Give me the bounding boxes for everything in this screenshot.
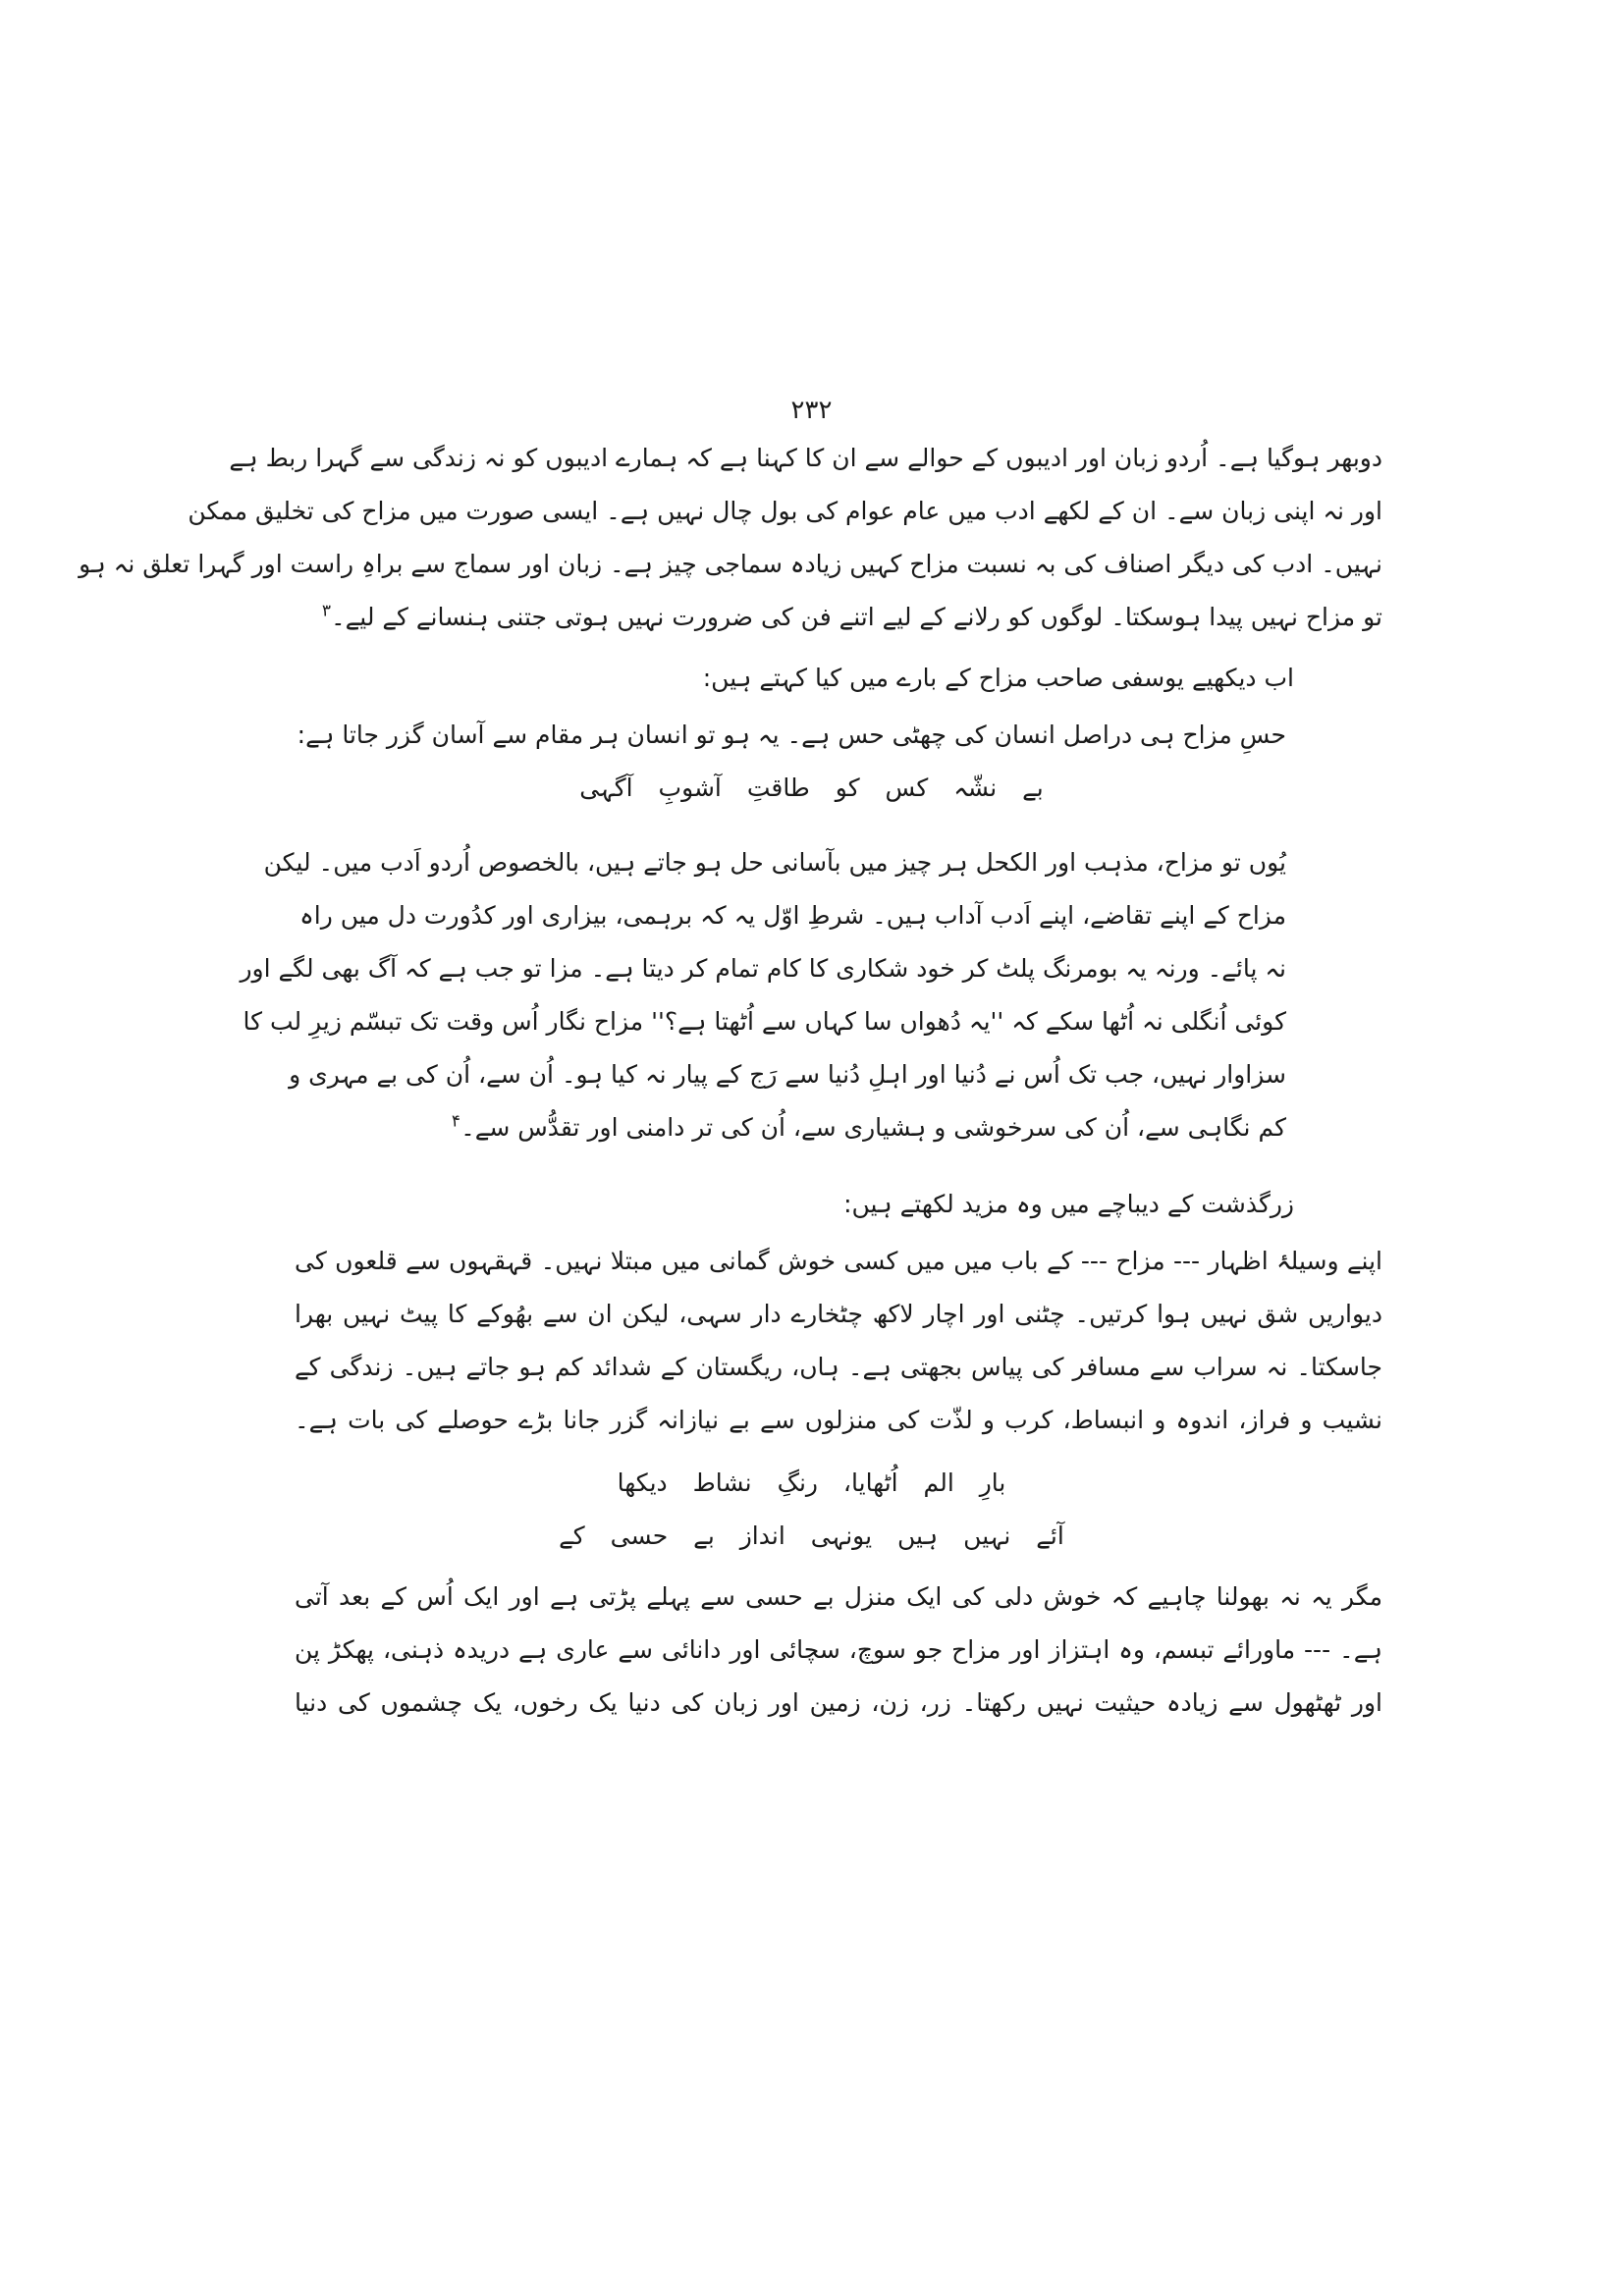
footnote-marker: ۴ [451,1111,461,1132]
paragraph-line: نشیب و فراز، اندوہ و انبساط، کرب و لذّت کی منزلوں سے بے نیازانہ گزر جانا بڑے حوصلے کی بات ہے۔ [295,1406,1382,1434]
quote-line-last [353,1101,1286,1154]
quote-line: نہ پائے۔ ورنہ یہ بومرنگ پلٹ کر خود شکاری کا کام تمام کر دیتا ہے۔ مزا تو جب ہے کہ آگ بھی لگے اور [240,954,1286,983]
paragraph-line: ہے۔ --- ماورائے تبسم، وہ اہتزاز اور مزاح جو سوچ، سچائی اور دانائی سے عاری ہے دریدہ ذہنی، پھکڑ پن [295,1635,1382,1664]
footnote-marker: ۳ [321,601,331,621]
intro-yousufi [295,652,1382,705]
paragraph-line: دوبھر ہوگیا ہے۔ اُردو زبان اور ادیبوں کے حوالے سے ان کا کہنا ہے کہ ہمارے ادیبوں کو نہ زندگی سے گہرا ربط ہے [229,444,1382,472]
paragraph-4 [295,1571,1382,1730]
paragraph-line-text: تو مزاح نہیں پیدا ہوسکتا۔ لوگوں کو رلانے کے لیے اتنے فن کی ضرورت نہیں ہوتی جتنی ہنسانے کے لیے۔ [331,603,1382,631]
intro-line: زرگذشت کے دیباچے میں وہ مزید لکھتے ہیں: [843,1190,1294,1218]
paragraph-line: دیواریں شق نہیں ہوا کرتیں۔ چٹنی اور اچار لاکھ چٹخارے دار سہی، لیکن ان سے بھُوکے کا پیٹ نہیں بھرا [295,1300,1382,1328]
paragraph-line-last [295,591,1382,644]
quote-2 [240,836,1286,1154]
quote-line-text: کم نگاہی سے، اُن کی سرخوشی و ہشیاری سے، اُن کی تر دامنی اور تقدُّس سے۔ [460,1113,1286,1142]
intro-zargozasht [295,1178,1382,1231]
paragraph-3 [295,1235,1382,1447]
quote-line: کوئی اُنگلی نہ اُٹھا سکے کہ ''یہ دُھواں سا کہاں سے اُٹھتا ہے؟'' مزاح نگار اُس وقت تک تبسّم زیرِ لب کا [243,1007,1286,1036]
couplet-line-1: بارِ الم اُٹھایا، رنگِ نشاط دیکھا [617,1468,1006,1497]
paragraph-line: مگر یہ نہ بھولنا چاہیے کہ خوش دلی کی ایک منزل بے حسی سے پہلے پڑتی ہے اور ایک اُس کے بعد آتی [295,1582,1382,1611]
verse-line: بے نشّہ کس کو طاقتِ آشوبِ آگہی [579,774,1044,802]
quote-line: حسِ مزاح ہی دراصل انسان کی چھٹی حس ہے۔ یہ ہو تو انسان ہر مقام سے آسان گزر جاتا ہے: [297,721,1286,749]
quote-line: سزاوار نہیں، جب تک اُس نے دُنیا اور اہلِ دُنیا سے رَج کے پیار نہ کیا ہو۔ اُن سے، اُن کی بے مہری و [289,1060,1286,1089]
couplet-line-2: آئے نہیں ہیں یونہی انداز بے حسی کے [559,1522,1064,1550]
paragraph-line: نہیں۔ ادب کی دیگر اصناف کی بہ نسبت مزاح کہیں زیادہ سماجی چیز ہے۔ زبان اور سماج سے براہِ راست اور گہرا تعلق نہ ہو [79,550,1382,578]
paragraph-line: اور نہ اپنی زبان سے۔ ان کے لکھے ادب میں عام عوام کی بول چال نہیں ہے۔ ایسی صورت میں مزاح کی تخلیق ممکن [188,497,1382,525]
quote-line: مزاح کے اپنے تقاضے، اپنے اَدب آداب ہیں۔ شرطِ اوّل یہ کہ برہمی، بیزاری اور کدُورت دل میں راہ [299,901,1286,930]
paragraph-1 [79,432,1382,644]
quote-1 [297,709,1286,762]
paragraph-line: جاسکتا۔ نہ سراب سے مسافر کی پیاس بجھتی ہے۔ ہاں، ریگستان کے شدائد کم ہو جاتے ہیں۔ زندگی کے [295,1353,1382,1381]
page-number: ۲۳۲ [790,396,833,425]
paragraph-line: اور ٹھٹھول سے زیادہ حیثیت نہیں رکھتا۔ زر، زن، زمین اور زبان کی دنیا یک رخوں، یک چشموں کی دنیا [295,1688,1382,1717]
quote-line: یُوں تو مزاح، مذہب اور الکحل ہر چیز میں بآسانی حل ہو جاتے ہیں، بالخصوص اُردو اَدب میں۔ لیکن [263,848,1286,877]
paragraph-line: اپنے وسیلۂ اظہار --- مزاح --- کے باب میں میں کسی خوش گمانی میں مبتلا نہیں۔ قہقہوں سے قلعوں کی [295,1247,1382,1275]
intro-line: اب دیکھیے یوسفی صاحب مزاح کے بارے میں کیا کہتے ہیں: [702,664,1294,692]
